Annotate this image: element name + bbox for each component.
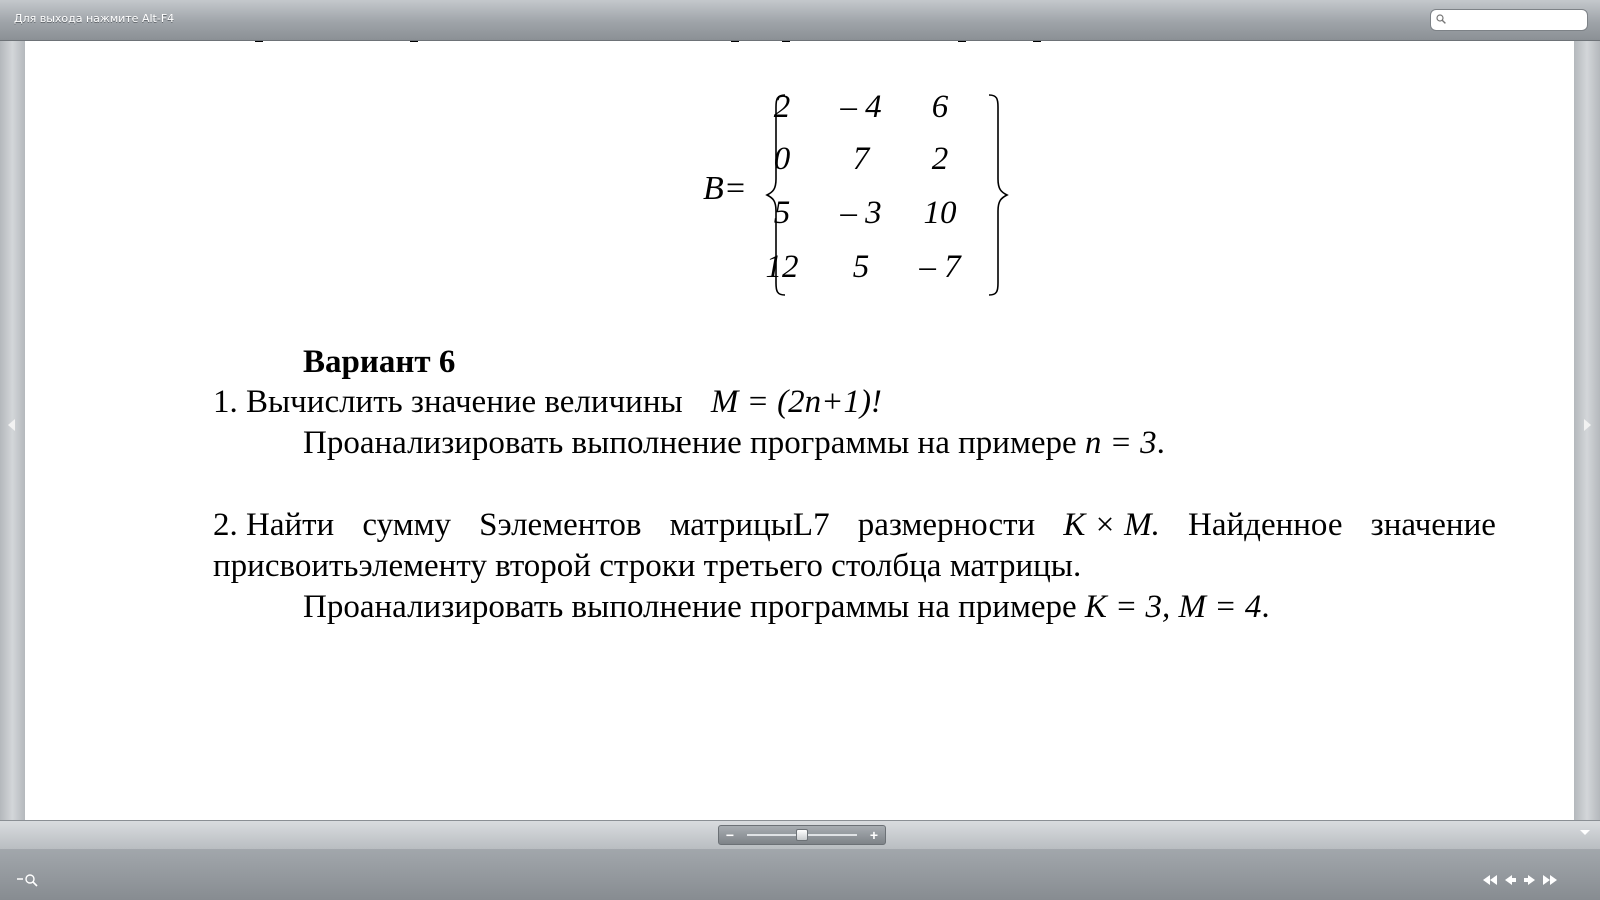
example-values: n = 3 [1084, 425, 1157, 461]
task-1-formula: M = (2n+1)! [710, 384, 882, 420]
task-2-word: сумму [362, 507, 451, 543]
zoom-out-button[interactable]: − [725, 827, 735, 843]
task-2-word: размерности [857, 507, 1036, 543]
matrix-cell: 5 [773, 195, 791, 231]
matrix-cell: 0 [773, 141, 791, 177]
title-bar [0, 0, 1600, 41]
task-2-word: Sэлементов [479, 507, 642, 543]
bottom-toolbar [0, 849, 1600, 900]
variant-title: Вариант 6 [303, 344, 456, 380]
clipped-previous-line [255, 41, 1065, 44]
next-page-panel[interactable] [1574, 41, 1600, 820]
task-2-analyze [303, 589, 1270, 626]
period: . [1261, 589, 1270, 625]
matrix-b [703, 89, 1043, 303]
zoom-in-button[interactable]: + [869, 827, 879, 843]
task-2-line-2: присвоитьэлементу второй строки третьего столбца матрицы. [213, 548, 1082, 584]
zoom-bar [0, 820, 1600, 849]
task-1-analyze [303, 425, 1165, 462]
zoom-out-icon[interactable] [16, 873, 40, 887]
task-1 [213, 384, 882, 421]
prev-page-panel[interactable] [0, 41, 25, 820]
task-1-text: 1. Вычислить значение величины [213, 384, 683, 420]
task-2-word: 2. Найти [213, 507, 335, 543]
first-page-icon[interactable] [1482, 873, 1498, 887]
matrix-cell: 2 [773, 89, 791, 125]
zoom-control [718, 825, 886, 845]
matrix-cell: – 4 [840, 89, 882, 125]
analyze-text: Проанализировать выполнение программы на примере [303, 589, 1085, 625]
right-brace [985, 93, 1011, 303]
prev-page-icon[interactable] [1502, 873, 1518, 887]
matrix-cell: 12 [765, 249, 799, 285]
last-page-icon[interactable] [1542, 873, 1558, 887]
task-2-word: Найденное [1188, 507, 1343, 543]
document-page [25, 41, 1574, 820]
task-2-word: матрицыL7 [669, 507, 830, 543]
period: . [1156, 425, 1165, 461]
chevron-down-icon[interactable] [1580, 830, 1590, 835]
search-input[interactable] [1449, 12, 1583, 30]
zoom-slider-handle[interactable] [796, 829, 808, 841]
matrix-cell: 10 [923, 195, 957, 231]
matrix-cell: 5 [852, 249, 870, 285]
example-values: К = 3, М = 4 [1084, 589, 1262, 625]
search-box[interactable] [1430, 9, 1588, 31]
task-2-word: К × М. [1063, 507, 1160, 543]
task-2-line-1 [213, 507, 1496, 544]
task-2-word: значение [1370, 507, 1496, 543]
arrow-left-icon[interactable] [8, 419, 15, 431]
matrix-cell: – 7 [919, 249, 961, 285]
next-page-icon[interactable] [1522, 873, 1538, 887]
matrix-cell: – 3 [840, 195, 882, 231]
arrow-right-icon[interactable] [1584, 419, 1591, 431]
matrix-name: B= [703, 170, 747, 207]
window-title: Для выхода нажмите Alt-F4 [14, 12, 175, 25]
analyze-text: Проанализировать выполнение программы на примере [303, 425, 1085, 461]
matrix-cell: 2 [931, 141, 949, 177]
search-icon [1436, 14, 1446, 24]
matrix-cell: 6 [931, 89, 949, 125]
matrix-cell: 7 [852, 141, 870, 177]
